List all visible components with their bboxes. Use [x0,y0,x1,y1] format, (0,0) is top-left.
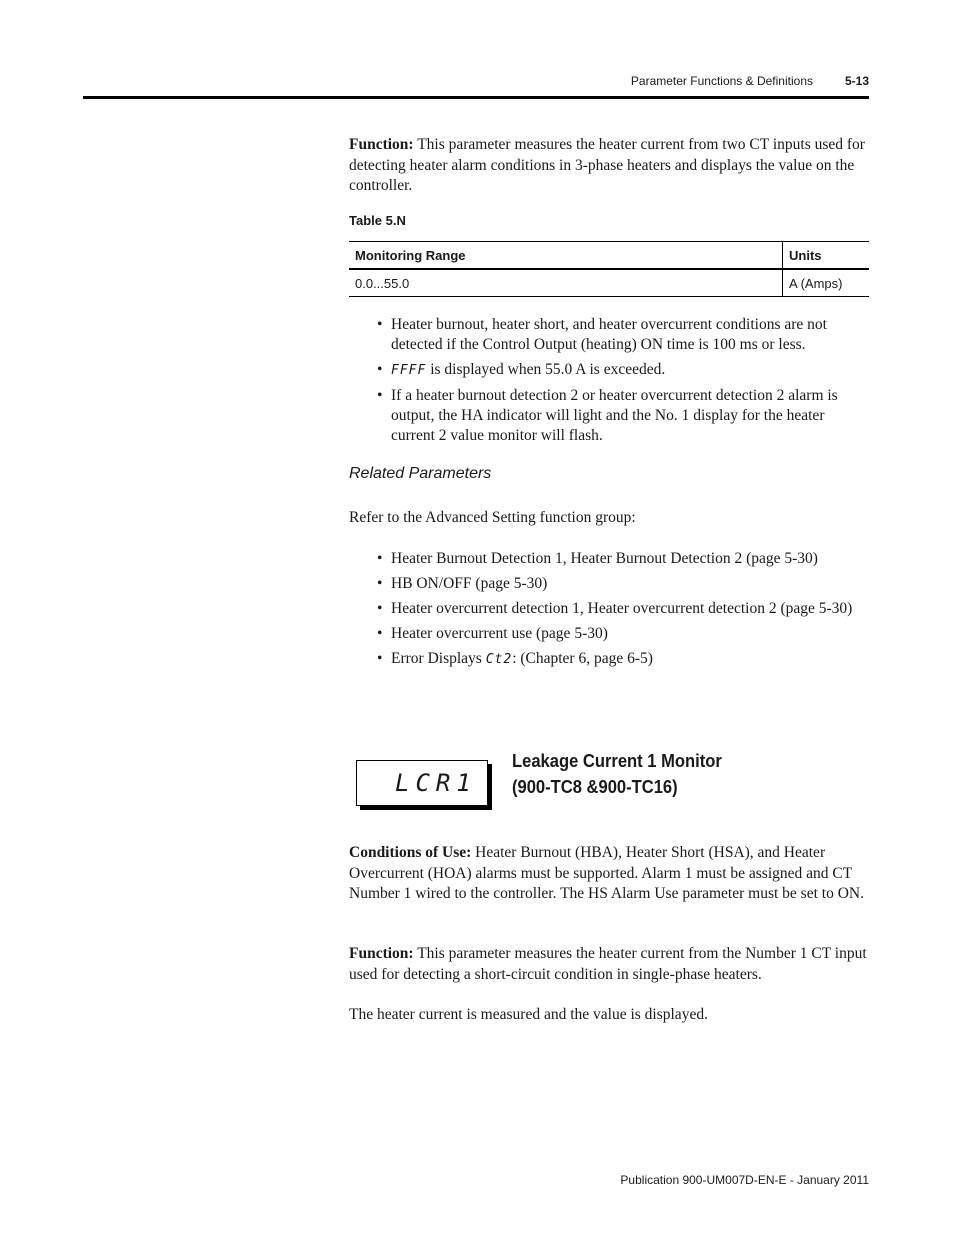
display-code-ffff: FFFF [391,363,427,378]
list-item: • Heater burnout, heater short, and heater overcurrent conditions are not detected if the Control Output (heating) ON time is 100 ms or less. [377,315,869,355]
lcd-display-code: LCR1 [395,769,477,797]
list-item: • Error Displays Ct2: (Chapter 6, page 6-5) [377,649,869,670]
list-item: • If a heater burnout detection 2 or heater overcurrent detection 2 alarm is output, the HA indicator will light and the No. 1 display for the heater current 2 value monitor will flash. [377,386,869,446]
list-item: • FFFF is displayed when 55.0 A is exceeded. [377,360,869,381]
page-header [0,74,869,92]
function-label-2: Function: [349,945,414,962]
conditions-paragraph [349,843,869,905]
function-paragraph [349,135,869,197]
monitoring-range-table [349,241,869,297]
closing-paragraph: The heater current is measured and the value is displayed. [349,1006,708,1023]
lcd-display-box [356,760,488,806]
cell-units: A (Amps) [783,269,870,297]
list-item: • Heater overcurrent use (page 5-30) [377,624,869,644]
list-item: • Heater Burnout Detection 1, Heater Burnout Detection 2 (page 5-30) [377,549,869,569]
function-text: This parameter measures the heater current from two CT inputs used for detecting heater alarm conditions in 3-phase heaters and displays the value on the controller. [349,136,865,194]
related-intro: Refer to the Advanced Setting function group: [349,509,636,526]
function-label: Function: [349,136,414,153]
function-paragraph-2 [349,944,869,985]
conditions-label: Conditions of Use: [349,844,472,861]
section-title-line1: Leakage Current 1 Monitor [512,751,722,771]
function-text-2: This parameter measures the heater current from the Number 1 CT input used for detecting a short-circuit condition in single-phase heaters. [349,945,867,983]
footer-publication: Publication 900-UM007D-EN-E - January 2011 [620,1173,869,1187]
display-code-ct2: Ct2 [485,652,513,667]
cell-monitoring-range: 0.0...55.0 [349,269,783,297]
table-caption: Table 5.N [349,213,406,228]
notes-list [377,315,869,451]
col-header-monitoring-range: Monitoring Range [349,242,783,270]
table-row [349,269,869,297]
header-page-number: 5-13 [844,74,869,88]
header-section-title: Parameter Functions & Definitions [630,74,813,88]
list-item: • HB ON/OFF (page 5-30) [377,574,869,594]
list-item: • Heater overcurrent detection 1, Heater overcurrent detection 2 (page 5-30) [377,599,869,619]
header-rule [83,96,869,99]
col-header-units: Units [783,242,870,270]
related-list [377,549,869,675]
related-parameters-heading: Related Parameters [349,465,492,482]
table-header-row [349,242,869,270]
conditions-text: Heater Burnout (HBA), Heater Short (HSA), and Heater Overcurrent (HOA) alarms must be supported. Alarm 1 must be assigned and CT Number 1 wired to the controller. The HS Alarm Use parameter must be set to ON. [349,844,864,902]
section-title [512,748,825,800]
section-title-line2: (900-TC8 &900-TC16) [512,777,678,797]
